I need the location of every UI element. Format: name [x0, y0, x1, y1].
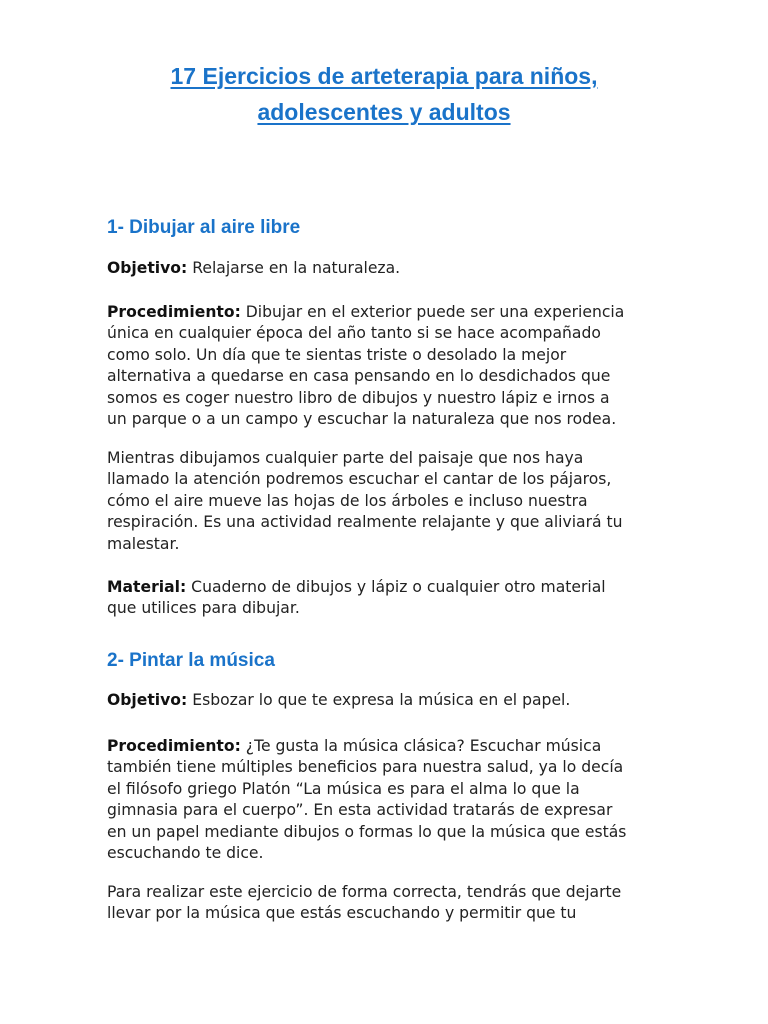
paragraph-line: única en cualquier época del año tanto si se hace acompañado: [107, 324, 601, 343]
objetivo-paragraph-2: [107, 690, 667, 711]
paragraph-line: en un papel mediante dibujos o formas lo que la música que estás: [107, 822, 627, 841]
paragraph-line: que utilices para dibujar.: [107, 599, 300, 618]
paragraph-line: el filósofo griego Platón “La música es para el alma lo que la: [107, 779, 580, 798]
paragraph-line: malestar.: [107, 534, 180, 553]
paragraph-line: escuchando te dice.: [107, 844, 264, 863]
document-title[interactable]: [100, 58, 668, 130]
title-line[interactable]: adolescentes y adultos: [257, 99, 511, 125]
paragraph-line: Para realizar este ejercicio de forma correcta, tendrás que dejarte: [107, 883, 622, 901]
objetivo-label: Objetivo:: [107, 691, 188, 709]
body-paragraph-1: [107, 448, 667, 555]
paragraph-line: llamado la atención podremos escuchar el cantar de los pájaros,: [107, 470, 612, 489]
section-heading-1: 1- Dibujar al aire libre: [107, 217, 301, 238]
paragraph-line: somos es coger nuestro libro de dibujos y nuestro lápiz e irnos a: [107, 388, 610, 407]
procedimiento-text: ¿Te gusta la música clásica? Escuchar música: [240, 737, 602, 755]
procedimiento-label: Procedimiento:: [107, 303, 241, 321]
paragraph-line: gimnasia para el cuerpo”. En esta actividad tratarás de expresar: [107, 801, 613, 820]
paragraph-line: alternativa a quedarse en casa pensando en lo desdichados que: [107, 367, 611, 386]
paragraph-line: llevar por la música que estás escuchando y permitir que tu: [107, 904, 577, 923]
body-paragraph-2: [107, 882, 667, 925]
procedimiento-text: Dibujar en el exterior puede ser una experiencia: [240, 303, 625, 321]
objetivo-text: Relajarse en la naturaleza.: [187, 259, 401, 277]
objetivo-paragraph-1: [107, 258, 667, 279]
procedimiento-paragraph-2: [107, 736, 667, 864]
paragraph-line: cómo el aire mueve las hojas de los árboles e incluso nuestra: [107, 491, 588, 510]
material-paragraph-1: [107, 577, 667, 620]
objetivo-label: Objetivo:: [107, 259, 188, 277]
title-line[interactable]: 17 Ejercicios de arteterapia para niños,: [170, 63, 598, 89]
paragraph-line: un parque o a un campo y escuchar la naturaleza que nos rodea.: [107, 410, 617, 429]
procedimiento-paragraph-1: [107, 302, 667, 430]
objetivo-text: Esbozar lo que te expresa la música en el papel.: [187, 691, 571, 709]
procedimiento-label: Procedimiento:: [107, 737, 241, 755]
paragraph-line: también tiene múltiples beneficios para nuestra salud, ya lo decía: [107, 758, 624, 777]
paragraph-line: Mientras dibujamos cualquier parte del paisaje que nos haya: [107, 449, 584, 467]
paragraph-line: como solo. Un día que te sientas triste o desolado la mejor: [107, 345, 567, 364]
material-text: Cuaderno de dibujos y lápiz o cualquier otro material: [186, 578, 606, 596]
material-label: Material:: [107, 578, 187, 596]
section-heading-2: 2- Pintar la música: [107, 650, 275, 671]
paragraph-line: respiración. Es una actividad realmente relajante y que aliviará tu: [107, 513, 623, 532]
